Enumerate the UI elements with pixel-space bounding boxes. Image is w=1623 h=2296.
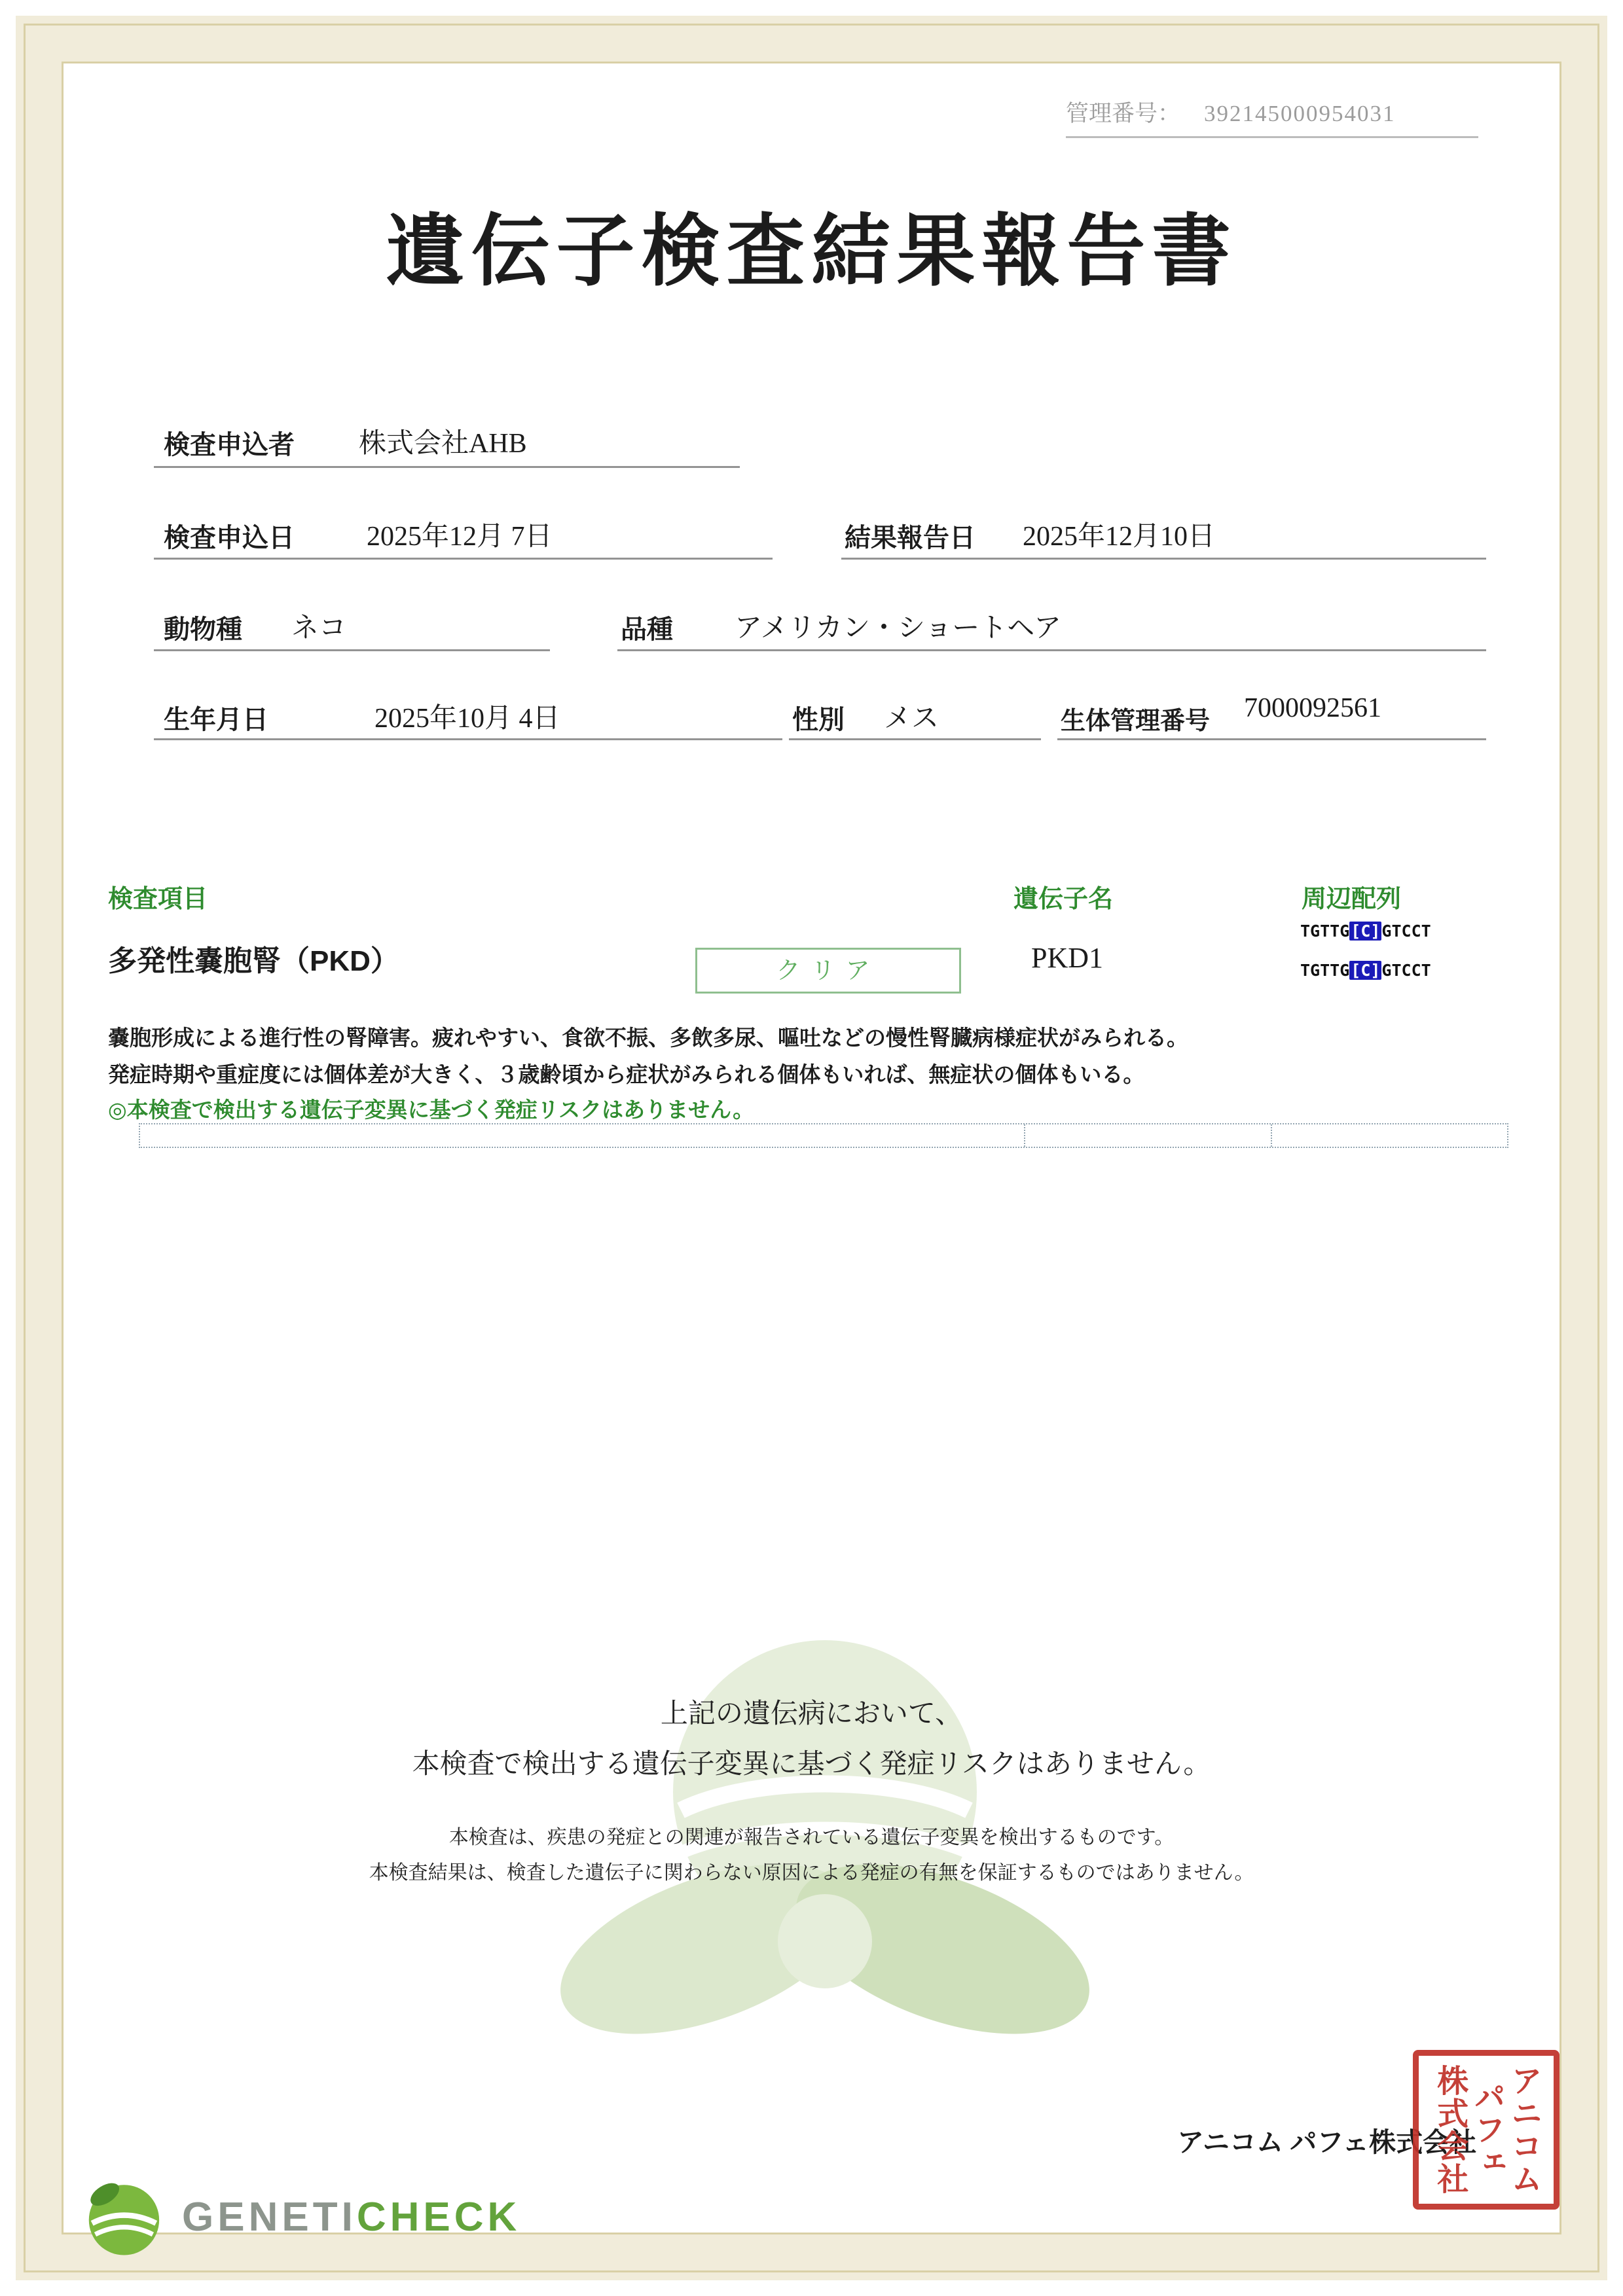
birthday-underline <box>154 738 782 740</box>
column-header-gene-name: 遺伝子名 <box>1013 886 1114 913</box>
breed-label: 品種 <box>621 615 673 644</box>
breed-underline <box>617 649 1486 651</box>
report-date-label: 結果報告日 <box>845 523 976 552</box>
stamp-column: パフェ <box>1469 2081 1504 2179</box>
sequence-prefix: TGTTG <box>1300 922 1350 941</box>
sequence-suffix: GTCCT <box>1381 961 1431 980</box>
stamp-column: 株式会社 <box>1432 2064 1467 2195</box>
management-number <box>1066 96 1478 138</box>
apply-date-value: 2025年12月 7日 <box>367 522 553 552</box>
summary-note2: 本検査結果は、検査した遺伝子に関わらない原因による発症の有無を保証するものではありません。 <box>369 1862 1254 1884</box>
column-header-sequence: 周辺配列 <box>1302 886 1402 913</box>
risk-note: ◎本検査で検出する遺伝子変異に基づく発症リスクはありません。 <box>108 1099 755 1122</box>
wordmark-geneti: GENETI <box>182 2195 357 2240</box>
management-number-value: 392145000954031 <box>1204 101 1396 126</box>
dotted-divider <box>1024 1124 1025 1147</box>
summary-line2: 本検査で検出する遺伝子変異に基づく発症リスクはありません。 <box>412 1748 1211 1779</box>
breed-value: アメリカン・ショートヘア <box>735 613 1061 643</box>
dotted-empty-row <box>139 1123 1508 1148</box>
stamp-column: アニコム <box>1506 2064 1541 2195</box>
company-name: アニコム パフェ株式会社 <box>1177 2127 1477 2157</box>
page-title: 遺伝子検査結果報告書 <box>386 208 1237 295</box>
sequence-line <box>1300 922 1431 941</box>
disease-description-line1: 嚢胞形成による進行性の腎障害。疲れやすい、食欲不振、多飲多尿、嘔吐などの慢性腎臓病様症状がみられる。 <box>108 1027 1188 1050</box>
sex-underline <box>789 738 1041 740</box>
sex-value: メス <box>884 704 939 734</box>
sex-label: 性別 <box>792 705 845 734</box>
apply-date-underline <box>154 558 773 560</box>
column-header-test-item: 検査項目 <box>108 886 208 913</box>
summary-note1: 本検査は、疾患の発症との関連が報告されている遺伝子変異を検出するものです。 <box>448 1827 1175 1848</box>
test-item-name: 多発性嚢胞腎（PKD） <box>108 945 399 977</box>
sequence-line <box>1300 961 1431 980</box>
animal-id-value: 7000092561 <box>1244 693 1381 723</box>
report-date-value: 2025年12月10日 <box>1023 522 1216 552</box>
applicant-value: 株式会社AHB <box>359 429 527 459</box>
company-seal-stamp <box>1413 2050 1559 2210</box>
apply-date-label: 検査申込日 <box>164 523 295 552</box>
disease-description-line2: 発症時期や重症度には個体差が大きく、３歳齢頃から症状がみられる個体もいれば、無症状の個体もいる。 <box>108 1064 1145 1087</box>
species-value: ネコ <box>291 613 347 643</box>
sequence-variant: [C] <box>1351 922 1381 941</box>
animal-id-label: 生体管理番号 <box>1061 708 1211 735</box>
birthday-value: 2025年10月 4日 <box>374 704 560 734</box>
species-label: 動物種 <box>164 615 242 644</box>
geneticheck-logo-icon <box>82 2177 162 2257</box>
report-date-underline <box>841 558 1486 560</box>
applicant-underline <box>154 466 740 468</box>
geneticheck-wordmark <box>182 2194 520 2240</box>
birthday-label: 生年月日 <box>164 705 268 734</box>
applicant-label: 検査申込者 <box>164 430 295 459</box>
status-badge-clear: クリア <box>695 948 961 994</box>
sequence-prefix: TGTTG <box>1300 961 1350 980</box>
dotted-divider <box>1271 1124 1272 1147</box>
animal-id-underline <box>1057 738 1486 740</box>
summary-line1: 上記の遺伝病において、 <box>660 1698 963 1729</box>
sequence-variant: [C] <box>1351 961 1381 980</box>
management-number-label: 管理番号： <box>1066 101 1181 126</box>
wordmark-check: CHECK <box>356 2195 521 2240</box>
sequence-suffix: GTCCT <box>1381 922 1431 941</box>
gene-name: PKD1 <box>1031 942 1104 974</box>
species-underline <box>154 649 550 651</box>
